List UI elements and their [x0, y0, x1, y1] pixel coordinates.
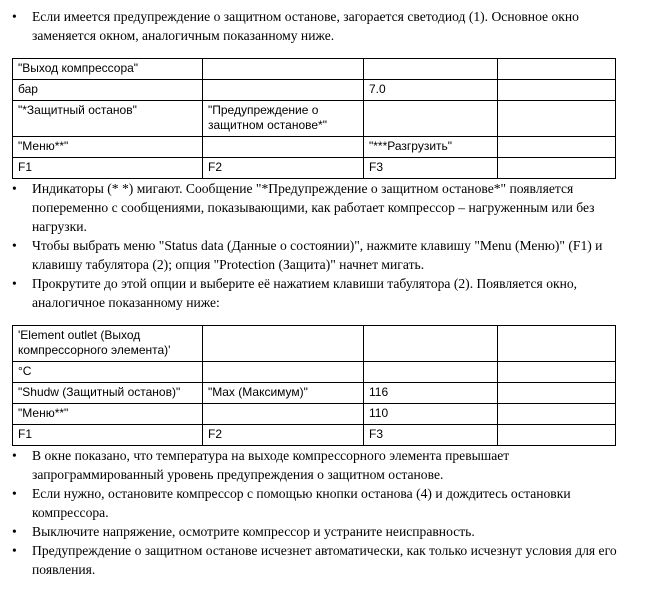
- bullet-item: [10, 236, 633, 274]
- bullet-text: В окне показано, что температура на выходе компрессорного элемента превышает запрограммированный уровень предупреждения о защитном останове.: [32, 448, 510, 482]
- table-cell: "Shudw (Защитный останов)": [13, 383, 203, 404]
- bullet-marker: •: [12, 448, 17, 463]
- bullet-item: [10, 522, 633, 541]
- bullet-marker: •: [12, 486, 17, 501]
- bullet-text: Выключите напряжение, осмотрите компрессор и устраните неисправность.: [32, 524, 475, 539]
- bullet-item: [10, 484, 633, 522]
- table-cell: F2: [203, 425, 364, 446]
- table-cell: "***Разгрузить": [364, 137, 498, 158]
- bullet-item: [10, 541, 633, 579]
- display-window-table-2: [12, 325, 616, 446]
- table-cell: [498, 425, 616, 446]
- middle-bullet-list: [10, 179, 633, 312]
- table-cell: [498, 362, 616, 383]
- table-cell: °C: [13, 362, 203, 383]
- bullet-text: Прокрутите до этой опции и выберите её нажатием клавиши табулятора (2). Появляется окно, аналогичное показанному ниже:: [32, 276, 578, 310]
- table-row: [13, 137, 616, 158]
- table-row: [13, 425, 616, 446]
- table-row: [13, 101, 616, 137]
- table-row: [13, 326, 616, 362]
- table-cell: бар: [13, 80, 203, 101]
- display-window-table-1-body: [13, 59, 616, 179]
- bullet-marker: •: [12, 181, 17, 196]
- table-cell: [203, 326, 364, 362]
- bullet-text: Чтобы выбрать меню "Status data (Данные о состоянии)", нажмите клавишу "Menu (Меню)" (F1) и клавишу табулятора (2); опция "Protection (Защита)" начнет мигать.: [32, 238, 603, 272]
- table-cell: F1: [13, 425, 203, 446]
- table-cell: [364, 59, 498, 80]
- table-cell: "Меню**": [13, 137, 203, 158]
- table-cell: "Max (Максимум)": [203, 383, 364, 404]
- table-row: [13, 383, 616, 404]
- table-cell: [364, 362, 498, 383]
- table-cell: [498, 404, 616, 425]
- table-cell: [498, 137, 616, 158]
- table-cell: 'Element outlet (Выход компрессорного элемента)': [13, 326, 203, 362]
- table-cell: [203, 80, 364, 101]
- table-row: [13, 158, 616, 179]
- table-cell: [498, 59, 616, 80]
- bullet-item: [10, 274, 633, 312]
- table-row: [13, 59, 616, 80]
- table-cell: F3: [364, 425, 498, 446]
- table-cell: F2: [203, 158, 364, 179]
- bullet-marker: •: [12, 9, 17, 24]
- table-row: [13, 404, 616, 425]
- bullet-text: Если имеется предупреждение о защитном останове, загорается светодиод (1). Основное окно заменяется окном, аналогичным показанному ниже.: [32, 9, 579, 43]
- table-cell: "Выход компрессора": [13, 59, 203, 80]
- table-cell: [203, 404, 364, 425]
- table-cell: "Меню**": [13, 404, 203, 425]
- table-cell: [203, 137, 364, 158]
- bullet-marker: •: [12, 524, 17, 539]
- table-cell: "*Защитный останов": [13, 101, 203, 137]
- bullet-text: Если нужно, остановите компрессор с помощью кнопки останова (4) и дождитесь остановки компрессора.: [32, 486, 571, 520]
- bullet-text: Предупреждение о защитном останове исчезнет автоматически, как только исчезнут условия для его появления.: [32, 543, 617, 577]
- table-cell: [498, 326, 616, 362]
- table-cell: [364, 101, 498, 137]
- outro-bullet-list: [10, 446, 633, 579]
- table-cell: F1: [13, 158, 203, 179]
- bullet-marker: •: [12, 238, 17, 253]
- display-window-table-2-body: [13, 326, 616, 446]
- intro-bullet-list: [10, 7, 633, 45]
- table-cell: [203, 362, 364, 383]
- table-row: [13, 80, 616, 101]
- bullet-item: [10, 446, 633, 484]
- bullet-item: [10, 7, 633, 45]
- table-cell: 7.0: [364, 80, 498, 101]
- bullet-item: [10, 179, 633, 236]
- display-window-table-1: [12, 58, 616, 179]
- table-cell: [498, 101, 616, 137]
- table-cell: F3: [364, 158, 498, 179]
- table-cell: [203, 59, 364, 80]
- table-cell: "Предупреждение о защитном останове*": [203, 101, 364, 137]
- table-row: [13, 362, 616, 383]
- table-cell: 116: [364, 383, 498, 404]
- bullet-marker: •: [12, 276, 17, 291]
- table-cell: [498, 383, 616, 404]
- table-cell: [498, 158, 616, 179]
- table-cell: 110: [364, 404, 498, 425]
- bullet-marker: •: [12, 543, 17, 558]
- table-cell: [498, 80, 616, 101]
- table-cell: [364, 326, 498, 362]
- bullet-text: Индикаторы (* *) мигают. Сообщение "*Предупреждение о защитном останове*" появляется попеременно с сообщениями, показывающими, как работает компрессор – нагруженным или без нагрузки.: [32, 181, 595, 234]
